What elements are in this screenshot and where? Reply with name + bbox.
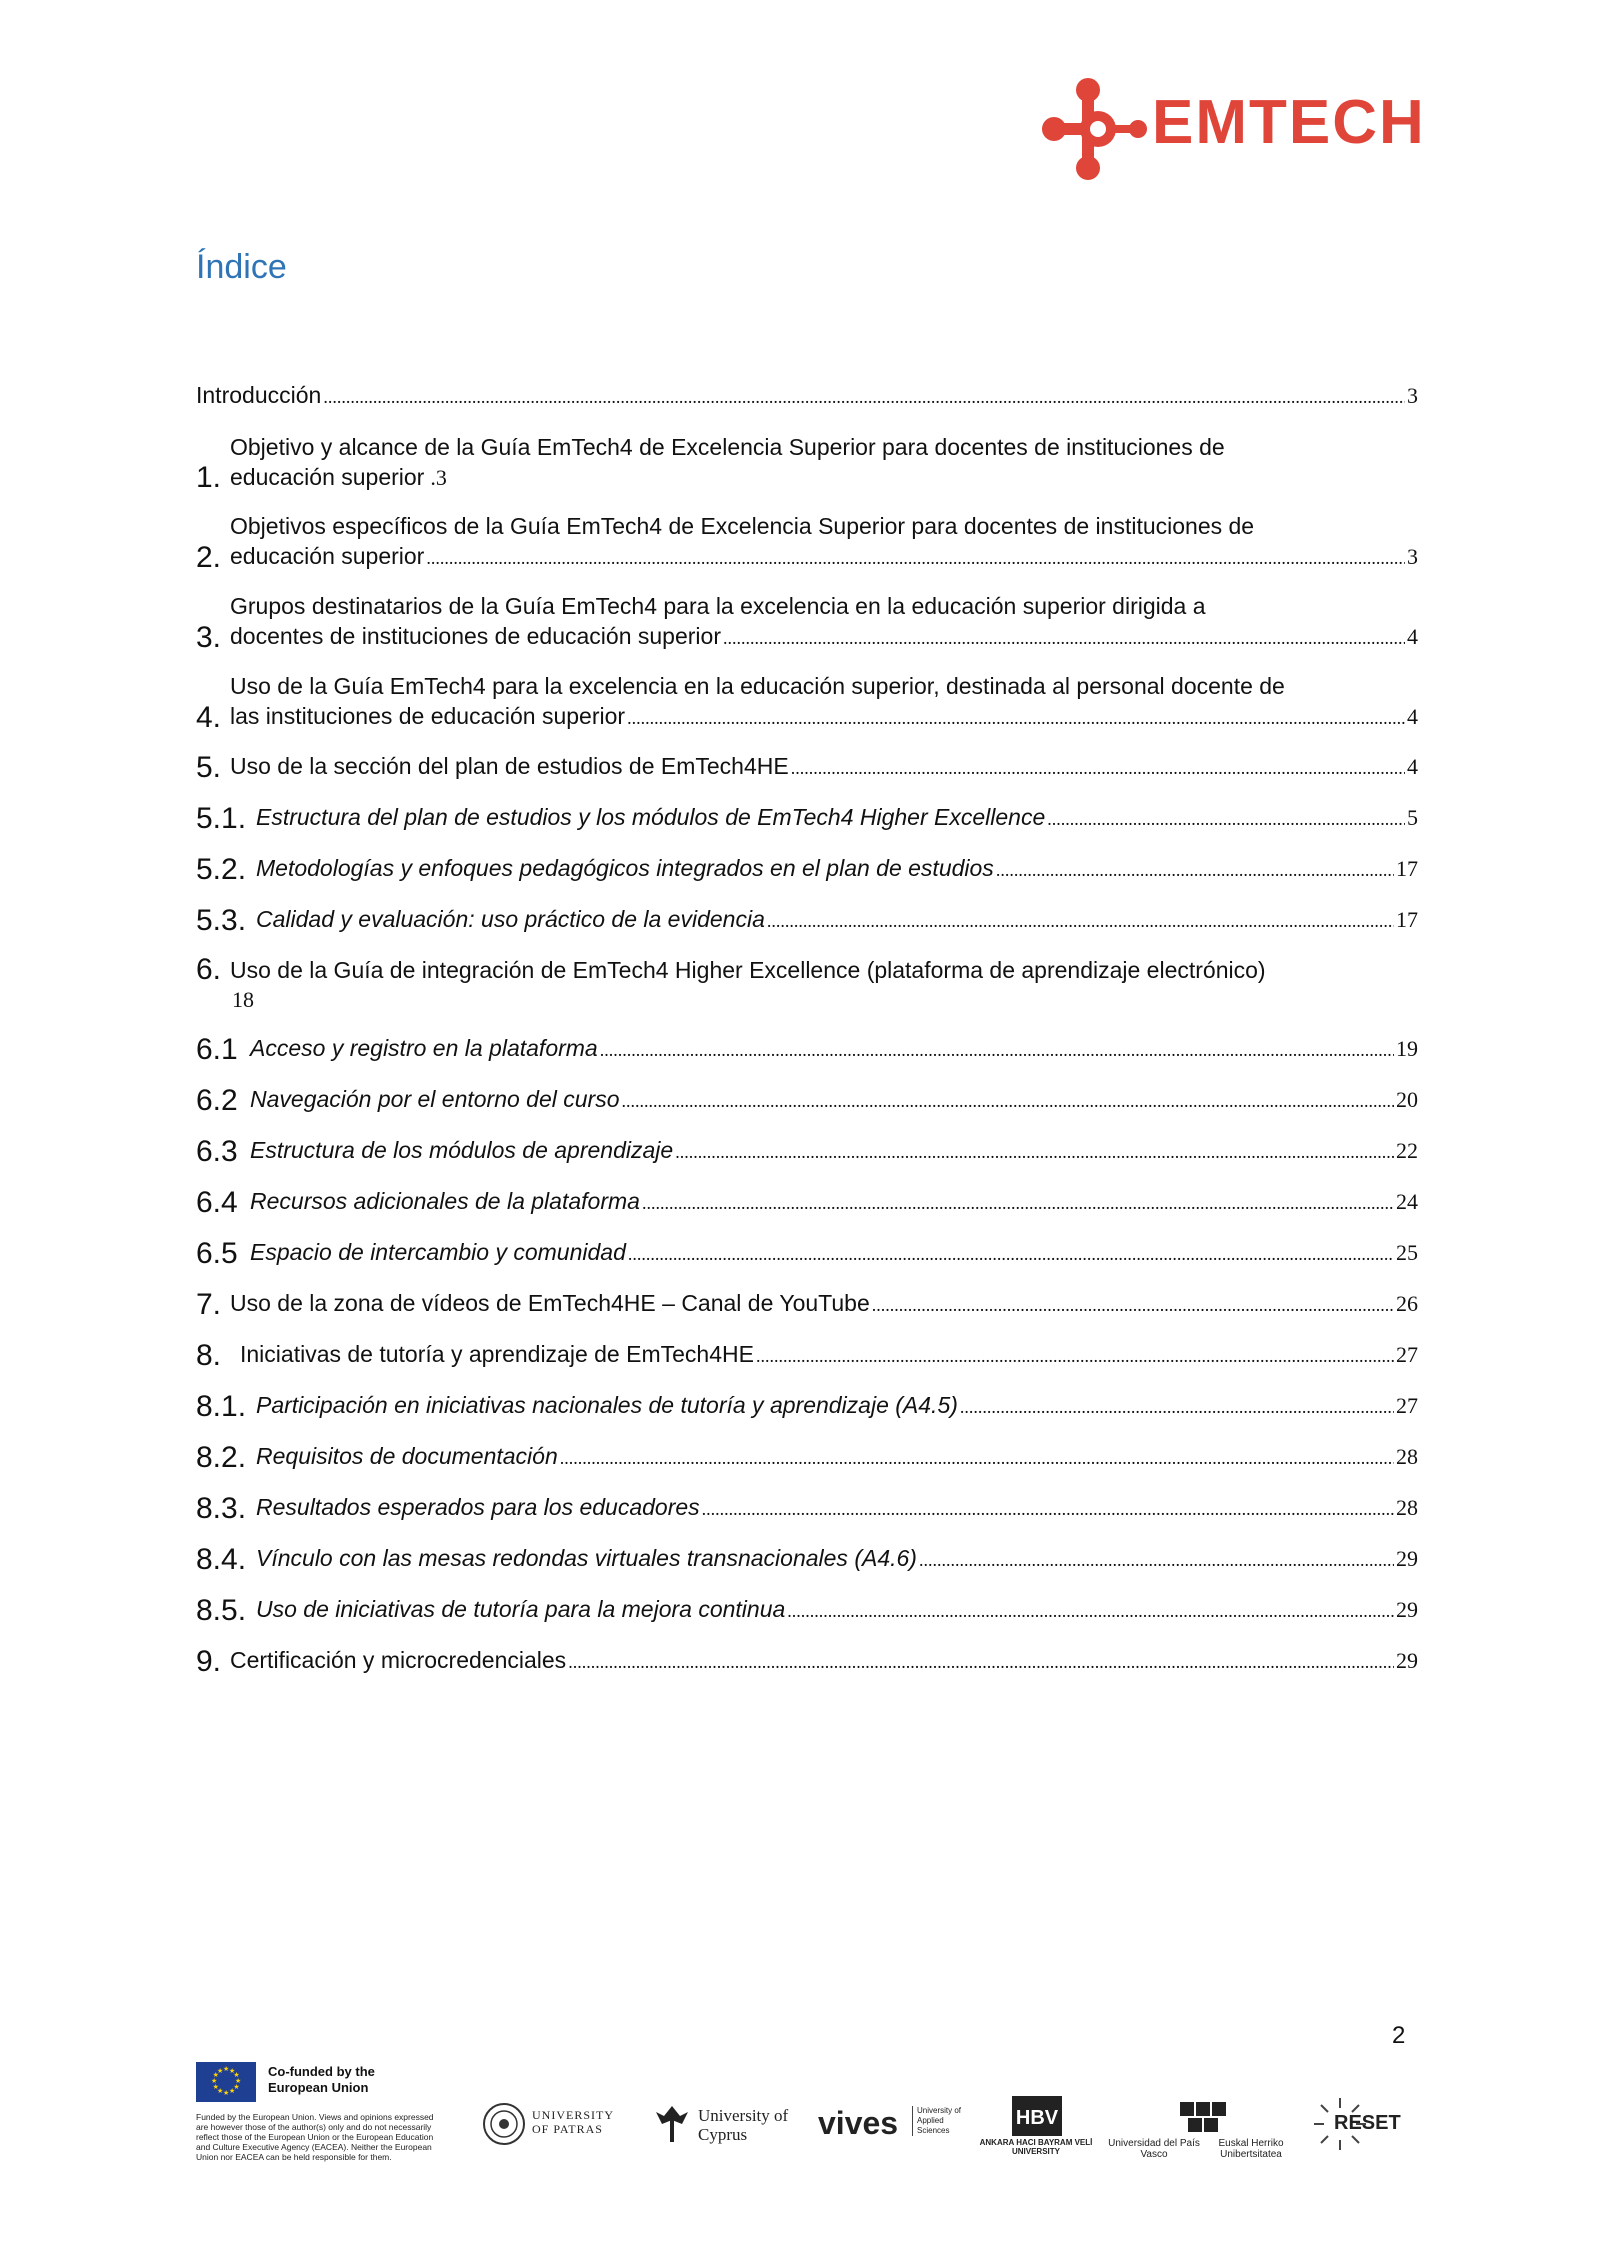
toc-entry-number: 8.2. (196, 1441, 247, 1474)
toc-page-number: 4 (1407, 704, 1418, 729)
toc-entry-number: 7. (196, 1288, 222, 1321)
toc-leader-dots (787, 1596, 1394, 1626)
eu-star-icon: ★ (217, 2067, 224, 2075)
toc-entry-number: 6.1 (196, 1033, 238, 1066)
toc-entry[interactable] (196, 1033, 1418, 1065)
eu-star-icon: ★ (212, 2084, 219, 2091)
toc-entry[interactable] (196, 1543, 1418, 1575)
toc-entry-title: Estructura de los módulos de aprendizaje (250, 1137, 674, 1163)
toc-entry-number: 8.3. (196, 1492, 247, 1525)
toc-page-number: 29 (1396, 1648, 1418, 1673)
toc-leader-dots (1047, 804, 1405, 834)
toc-entry[interactable] (196, 1186, 1418, 1218)
toc-leader-dots (919, 1545, 1394, 1575)
hbv-mark-icon (1012, 2096, 1062, 2136)
toc-entry-title: Uso de la Guía EmTech4 para la excelencia en la educación superior, destinada al personal docente de (230, 673, 1285, 699)
toc-page-number: 4 (1407, 624, 1418, 649)
eu-flag-icon (196, 2062, 256, 2102)
toc-page-number: .3 (430, 465, 447, 490)
toc-entry-title: educación superior (230, 543, 425, 569)
toc-leader-dots (960, 1392, 1394, 1422)
toc-page-number: 17 (1396, 856, 1418, 881)
toc-leader-dots (560, 1443, 1394, 1473)
cyprus-emblem-icon (652, 2102, 692, 2146)
toc-entry-title: Espacio de intercambio y comunidad (250, 1239, 626, 1265)
toc-entry-title: Objetivo y alcance de la Guía EmTech4 de Excelencia Superior para docentes de instituciones de (230, 434, 1225, 460)
toc-entry-title: Calidad y evaluación: uso práctico de la evidencia (256, 906, 765, 932)
toc-entry[interactable] (196, 1237, 1418, 1269)
toc-entry[interactable] (196, 955, 1418, 985)
toc-entry-number: 4. (196, 701, 222, 734)
toc-page-number: 3 (1407, 383, 1418, 408)
toc-entry-number: 5.2. (196, 853, 247, 886)
toc-entry-number: 5. (196, 751, 222, 784)
toc-entry-title: Recursos adicionales de la plataforma (250, 1188, 640, 1214)
toc-leader-dots (426, 543, 1405, 573)
partner-text-hbv: ANKARA HACI BAYRAM VELİ UNIVERSITY (979, 2138, 1093, 2156)
toc-leader-dots (568, 1647, 1394, 1677)
partner-logo-patras (482, 2096, 632, 2156)
toc-entry[interactable] (196, 671, 1418, 733)
toc-leader-dots (323, 382, 1405, 412)
partner-text-vives: vives (818, 2105, 899, 2141)
partner-text-cyprus: University of Cyprus (698, 2106, 789, 2144)
toc-entry-number: 3. (196, 621, 222, 654)
toc-page-number: 5 (1407, 805, 1418, 830)
page-number: 2 (1392, 2022, 1406, 2049)
toc-leader-dots (723, 623, 1405, 653)
toc-leader-dots (627, 703, 1405, 733)
toc-page-number: 3 (1407, 544, 1418, 569)
emtech-logo (1040, 74, 1426, 184)
partner-logo-cyprus (652, 2096, 802, 2156)
toc-entry-title: Metodologías y enfoques pedagógicos integrados en el plan de estudios (256, 855, 994, 881)
toc-leader-dots (622, 1086, 1394, 1116)
toc-entry-title: docentes de instituciones de educación superior (230, 623, 721, 649)
partner-logo-vives (818, 2096, 962, 2156)
toc-page-number: 4 (1407, 754, 1418, 779)
toc-page-number: 27 (1396, 1393, 1418, 1418)
partner-text-reset: RESET (1334, 2112, 1401, 2134)
eu-star-icon: ★ (229, 2088, 236, 2096)
toc-leader-dots (675, 1137, 1394, 1167)
partner-sub-vives: University of Applied Sciences (912, 2106, 967, 2136)
toc-entry-title: Grupos destinatarios de la Guía EmTech4 para la excelencia en la educación superior dirigida a (230, 593, 1206, 619)
toc-leader-dots (791, 753, 1405, 783)
toc-page-number: 18 (232, 987, 254, 1012)
ehu-emblem-icon (1172, 2096, 1232, 2136)
toc-entry-title: Objetivos específicos de la Guía EmTech4 de Excelencia Superior para docentes de instituciones de (230, 513, 1255, 539)
toc-page-number: 19 (1396, 1036, 1418, 1061)
toc-entry-number: 5.1. (196, 802, 247, 835)
toc-entry-number: 8.5. (196, 1594, 247, 1627)
toc-entry-number: 6.4 (196, 1186, 238, 1219)
patras-seal-icon (482, 2102, 526, 2146)
toc-entry-title: Resultados esperados para los educadores (256, 1494, 700, 1520)
toc-entry[interactable] (196, 591, 1418, 653)
toc-entry-title: Uso de la sección del plan de estudios de EmTech4HE (230, 753, 789, 779)
toc-entry-title: Introducción (196, 382, 322, 408)
toc-page-number: 20 (1396, 1087, 1418, 1112)
toc-leader-dots (767, 906, 1394, 936)
emtech-logo-text: EMTECH (1152, 88, 1426, 157)
toc-entry[interactable] (196, 1084, 1418, 1116)
toc-entry-number: 6.5 (196, 1237, 238, 1270)
toc-entry-title: Uso de iniciativas de tutoría para la mejora continua (256, 1596, 786, 1622)
toc-leader-dots (872, 1290, 1394, 1320)
toc-leader-dots (628, 1239, 1394, 1269)
toc-entry-title: Vínculo con las mesas redondas virtuales transnacionales (A4.6) (256, 1545, 917, 1571)
partner-logo-reset (1312, 2096, 1422, 2156)
toc-entry[interactable] (196, 1339, 1418, 1371)
toc-leader-dots (642, 1188, 1394, 1218)
toc-entry-number: 6.3 (196, 1135, 238, 1168)
partner-sub-ehu: Euskal Herriko Unibertsitatea (1218, 2138, 1284, 2160)
toc-entry-title: Certificación y microcredenciales (230, 1647, 567, 1673)
toc-entry-title: las instituciones de educación superior (230, 703, 626, 729)
eu-star-icon: ★ (233, 2084, 240, 2091)
toc-entry-title: Iniciativas de tutoría y aprendizaje de EmTech4HE (240, 1341, 754, 1367)
toc-entry[interactable] (196, 751, 1418, 783)
toc-entry-title: educación superior (230, 464, 425, 490)
eu-star-icon: ★ (223, 2090, 230, 2097)
toc-page-number: 27 (1396, 1342, 1418, 1367)
toc-entry[interactable] (196, 1645, 1418, 1677)
toc-entry[interactable] (196, 1135, 1418, 1167)
table-of-contents (196, 380, 1418, 1696)
toc-page-number: 24 (1396, 1189, 1418, 1214)
toc-page-number: 25 (1396, 1240, 1418, 1265)
toc-entry-title: Navegación por el entorno del curso (250, 1086, 620, 1112)
toc-entry[interactable] (196, 432, 1418, 493)
emtech-logo-mark (1040, 74, 1150, 184)
partner-text-ehu: Universidad del País Vasco (1108, 2138, 1200, 2160)
toc-entry[interactable] (196, 1594, 1418, 1626)
toc-entry-title: Requisitos de documentación (256, 1443, 558, 1469)
toc-leader-dots (756, 1341, 1394, 1371)
toc-entry[interactable] (196, 853, 1418, 885)
toc-leader-dots (996, 855, 1394, 885)
eu-cofunded-label: Co-funded by the European Union (268, 2064, 375, 2095)
toc-entry-number: 8. (196, 1339, 222, 1372)
partner-logo-hbv (976, 2096, 1096, 2156)
eu-star-icon: ★ (212, 2072, 219, 2079)
toc-entry-number: 5.3. (196, 904, 247, 937)
toc-entry-number: 6.2 (196, 1084, 238, 1117)
toc-entry-number: 1. (196, 461, 222, 494)
toc-leader-dots (600, 1035, 1394, 1065)
toc-entry[interactable] (196, 904, 1418, 936)
toc-entry-number: 8.4. (196, 1543, 247, 1576)
toc-entry-title: Uso de la zona de vídeos de EmTech4HE – Canal de YouTube (230, 1290, 870, 1316)
eu-star-icon: ★ (211, 2078, 218, 2085)
toc-page-number: 28 (1396, 1444, 1418, 1469)
toc-entry-number: 6. (196, 953, 222, 986)
eu-disclaimer: Funded by the European Union. Views and opinions expressed are however those of the author(s) only and do not necessarily reflect those of the European Union or the European Education and Culture Executive Agency (EACEA). Neither the European Union nor EACEA can be held responsible for them. (196, 2112, 434, 2162)
toc-entry-number: 9. (196, 1645, 222, 1678)
page-title: Índice (196, 248, 287, 286)
toc-page-number: 22 (1396, 1138, 1418, 1163)
toc-page-number: 29 (1396, 1546, 1418, 1571)
toc-entry-title: Estructura del plan de estudios y los módulos de EmTech4 Higher Excellence (256, 804, 1046, 830)
toc-entry[interactable] (196, 511, 1418, 573)
toc-leader-dots (702, 1494, 1394, 1524)
eu-star-icon: ★ (217, 2088, 224, 2096)
toc-entry[interactable] (196, 1288, 1418, 1320)
toc-entry[interactable] (196, 380, 1418, 412)
eu-star-icon: ★ (229, 2067, 236, 2075)
toc-entry-title: Acceso y registro en la plataforma (250, 1035, 598, 1061)
toc-entry-number: 2. (196, 541, 222, 574)
eu-star-icon: ★ (235, 2078, 242, 2085)
eu-star-icon: ★ (233, 2072, 240, 2079)
toc-entry[interactable] (196, 1492, 1418, 1524)
partner-text-patras: UNIVERSITY OF PATRAS (532, 2108, 614, 2136)
eu-star-icon: ★ (223, 2066, 230, 2073)
toc-page-number: 29 (1396, 1597, 1418, 1622)
footer (196, 2060, 1426, 2210)
toc-page-number: 26 (1396, 1291, 1418, 1316)
toc-entry-title: Uso de la Guía de integración de EmTech4 Higher Excellence (plataforma de aprendizaje electrónico) (230, 957, 1266, 983)
toc-entry[interactable] (196, 1390, 1418, 1422)
toc-page-number: 28 (1396, 1495, 1418, 1520)
toc-entry-number: 8.1. (196, 1390, 247, 1423)
toc-entry[interactable] (196, 1441, 1418, 1473)
partner-logo-ehu (1106, 2096, 1306, 2160)
toc-entry-title: Participación en iniciativas nacionales de tutoría y aprendizaje (A4.5) (256, 1392, 958, 1418)
svg-text:HBV: HBV (1015, 2107, 1059, 2129)
toc-page-number: 17 (1396, 907, 1418, 932)
toc-entry[interactable] (196, 802, 1418, 834)
